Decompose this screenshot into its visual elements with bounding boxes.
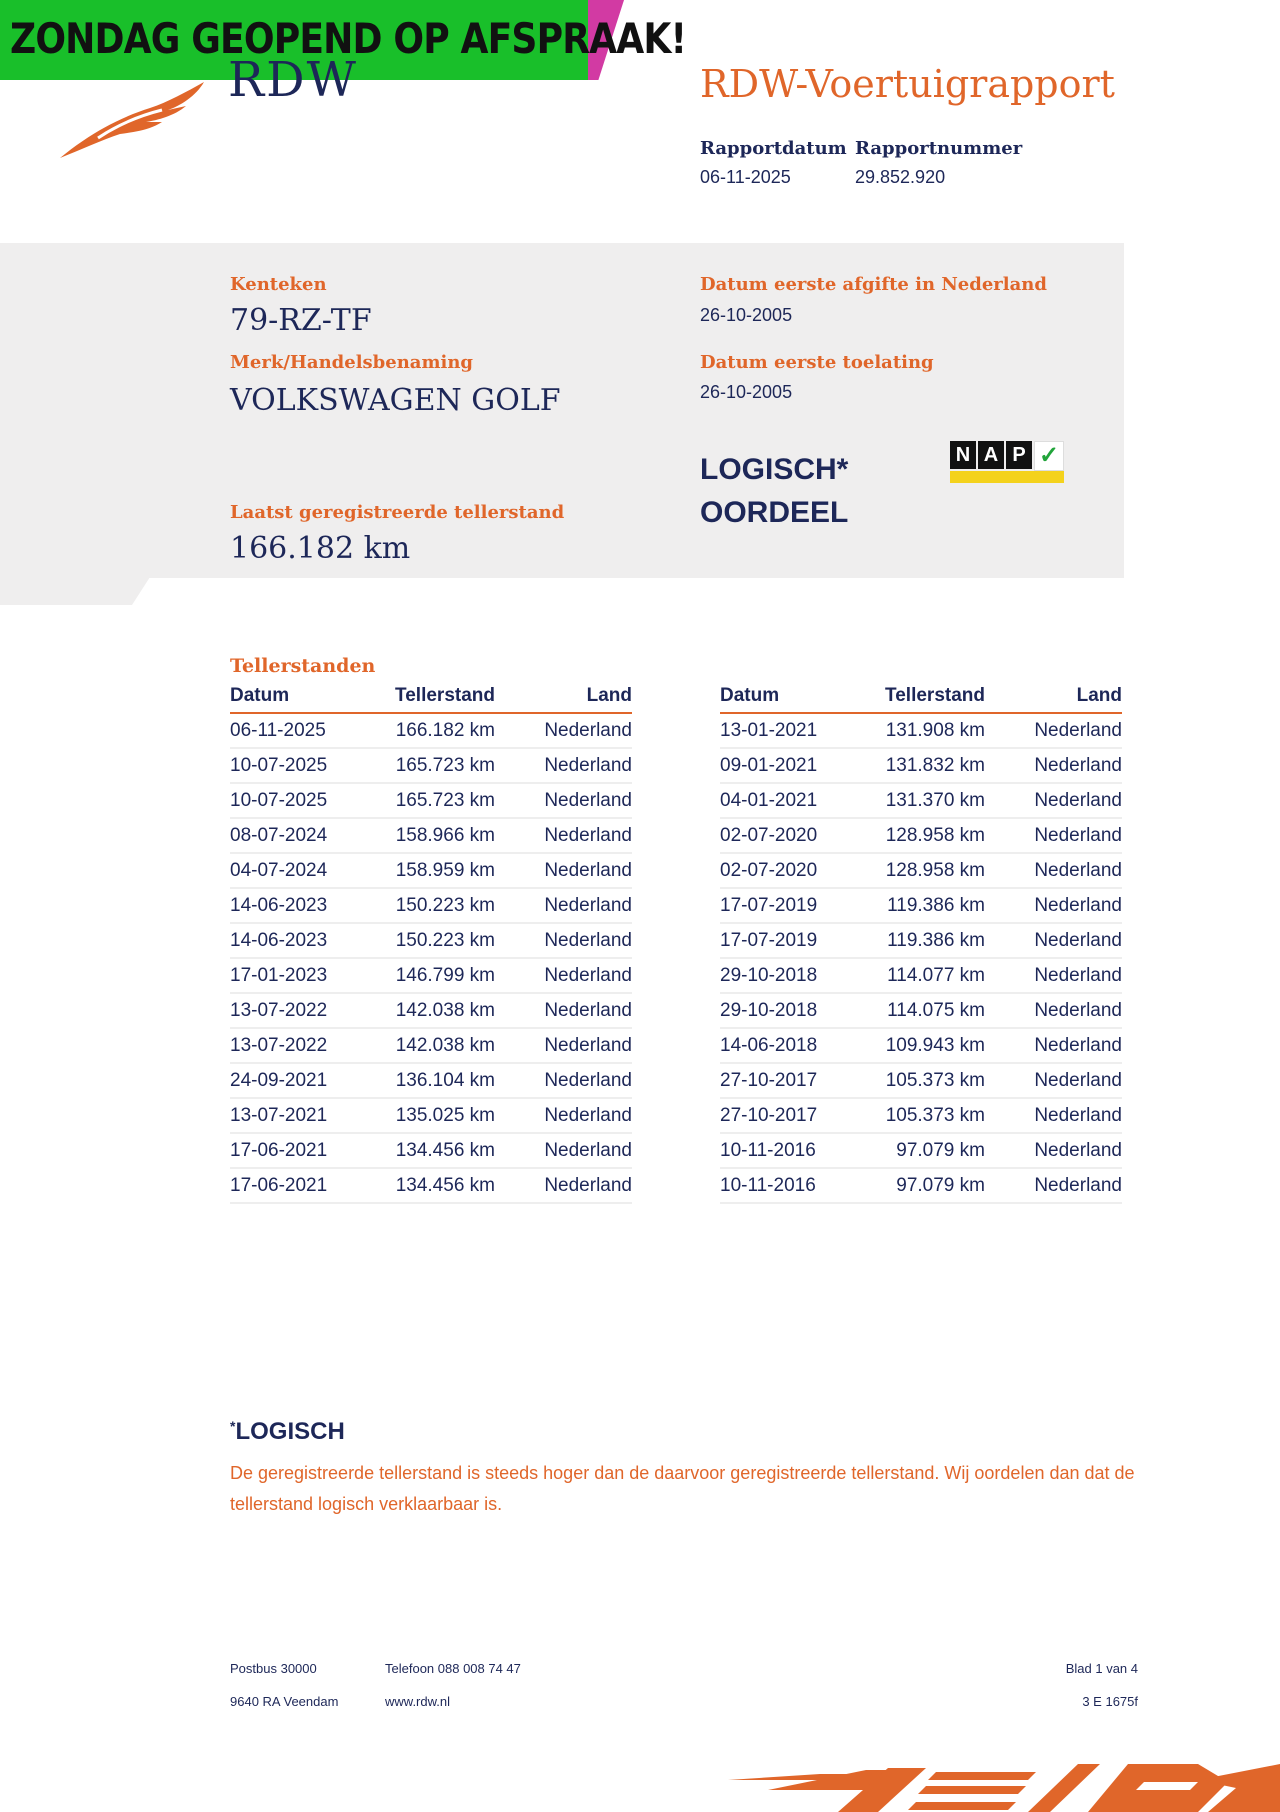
cell-date: 14-06-2023 <box>230 888 360 923</box>
cell-date: 27-10-2017 <box>720 1063 850 1098</box>
nap-letter-n: N <box>950 441 976 469</box>
table-row <box>720 1098 1122 1133</box>
cell-country: Nederland <box>985 993 1122 1028</box>
table-row <box>720 1168 1122 1203</box>
cell-country: Nederland <box>985 748 1122 783</box>
cell-odometer: 97.079 km <box>850 1133 985 1168</box>
table-row <box>230 1028 632 1063</box>
cell-date: 10-11-2016 <box>720 1133 850 1168</box>
column-header-date: Datum <box>720 684 850 713</box>
table-row <box>230 1133 632 1168</box>
cell-country: Nederland <box>495 713 632 748</box>
cell-odometer: 165.723 km <box>360 748 495 783</box>
table-row <box>230 888 632 923</box>
column-header-odometer: Tellerstand <box>850 684 985 713</box>
footer-page-number: Blad 1 van 4 <box>1065 1661 1138 1676</box>
cell-odometer: 105.373 km <box>850 1098 985 1133</box>
cell-odometer: 97.079 km <box>850 1168 985 1203</box>
first-registration-nl-value: 26-10-2005 <box>700 305 793 325</box>
cell-country: Nederland <box>495 1168 632 1203</box>
cell-odometer: 114.077 km <box>850 958 985 993</box>
cell-date: 08-07-2024 <box>230 818 360 853</box>
cell-odometer: 158.959 km <box>360 853 495 888</box>
nap-letter-p: P <box>1006 441 1032 469</box>
checkmark-icon: ✓ <box>1034 441 1064 471</box>
cell-date: 14-06-2023 <box>230 923 360 958</box>
cell-country: Nederland <box>985 923 1122 958</box>
plate-value: 79-RZ-TF <box>230 303 372 338</box>
readings-table-left <box>230 684 632 1204</box>
first-admission-value: 26-10-2005 <box>700 382 793 402</box>
nap-logo <box>950 441 1064 487</box>
table-row <box>720 993 1122 1028</box>
cell-date: 02-07-2020 <box>720 818 850 853</box>
verdict-line2: OORDEEL <box>700 496 849 529</box>
footer-address-line2: 9640 RA Veendam <box>230 1694 339 1709</box>
cell-date: 13-07-2022 <box>230 1028 360 1063</box>
footer-document-code: 3 E 1675f <box>1082 1694 1138 1709</box>
cell-date: 27-10-2017 <box>720 1098 850 1133</box>
cell-country: Nederland <box>495 1028 632 1063</box>
cell-country: Nederland <box>495 923 632 958</box>
cell-country: Nederland <box>495 1063 632 1098</box>
cell-country: Nederland <box>495 888 632 923</box>
cell-odometer: 131.370 km <box>850 783 985 818</box>
verdict-line1: LOGISCH* <box>700 453 849 486</box>
cell-odometer: 142.038 km <box>360 1028 495 1063</box>
column-header-country: Land <box>495 684 632 713</box>
footnote-title <box>230 1418 345 1446</box>
cell-date: 29-10-2018 <box>720 958 850 993</box>
cell-date: 13-07-2021 <box>230 1098 360 1133</box>
footer-address-line1: Postbus 30000 <box>230 1661 317 1676</box>
cell-country: Nederland <box>985 1028 1122 1063</box>
footer-phone: Telefoon 088 008 74 47 <box>385 1661 521 1676</box>
table-row <box>230 1168 632 1203</box>
cell-odometer: 134.456 km <box>360 1133 495 1168</box>
table-row <box>720 853 1122 888</box>
make-value: VOLKSWAGEN GOLF <box>230 383 561 418</box>
table-row <box>720 783 1122 818</box>
cell-date: 04-07-2024 <box>230 853 360 888</box>
report-number-label: Rapportnummer <box>855 138 1023 159</box>
cell-odometer: 105.373 km <box>850 1063 985 1098</box>
cell-date: 17-06-2021 <box>230 1133 360 1168</box>
cell-date: 17-07-2019 <box>720 888 850 923</box>
cell-country: Nederland <box>495 748 632 783</box>
cell-country: Nederland <box>985 888 1122 923</box>
column-header-country: Land <box>985 684 1122 713</box>
table-row <box>720 818 1122 853</box>
odometer-value: 166.182 km <box>230 531 411 566</box>
table-row <box>720 1028 1122 1063</box>
footnote-marker: * <box>230 1418 236 1434</box>
cell-odometer: 150.223 km <box>360 888 495 923</box>
report-title: RDW-Voertuigrapport <box>700 62 1115 106</box>
cell-date: 09-01-2021 <box>720 748 850 783</box>
cell-country: Nederland <box>495 1098 632 1133</box>
first-admission-label: Datum eerste toelating <box>700 352 934 373</box>
table-row <box>230 958 632 993</box>
cell-date: 29-10-2018 <box>720 993 850 1028</box>
table-row <box>720 923 1122 958</box>
cell-date: 10-11-2016 <box>720 1168 850 1203</box>
cell-country: Nederland <box>495 1133 632 1168</box>
cell-odometer: 128.958 km <box>850 853 985 888</box>
cell-country: Nederland <box>495 993 632 1028</box>
rdw-stripes-logo-icon <box>728 1760 1280 1812</box>
panel-notch <box>0 577 150 605</box>
table-row <box>230 818 632 853</box>
rdw-wing-logo-icon <box>58 80 208 162</box>
cell-date: 17-01-2023 <box>230 958 360 993</box>
column-header-odometer: Tellerstand <box>360 684 495 713</box>
column-header-date: Datum <box>230 684 360 713</box>
cell-date: 13-07-2022 <box>230 993 360 1028</box>
cell-country: Nederland <box>985 1133 1122 1168</box>
table-row <box>230 853 632 888</box>
table-row <box>720 1133 1122 1168</box>
cell-date: 04-01-2021 <box>720 783 850 818</box>
cell-odometer: 135.025 km <box>360 1098 495 1133</box>
cell-country: Nederland <box>985 1168 1122 1203</box>
cell-odometer: 109.943 km <box>850 1028 985 1063</box>
cell-date: 10-07-2025 <box>230 783 360 818</box>
table-row <box>720 888 1122 923</box>
table-row <box>230 1063 632 1098</box>
cell-odometer: 119.386 km <box>850 888 985 923</box>
first-registration-nl-label: Datum eerste afgifte in Nederland <box>700 274 1047 295</box>
cell-date: 14-06-2018 <box>720 1028 850 1063</box>
cell-odometer: 119.386 km <box>850 923 985 958</box>
cell-date: 10-07-2025 <box>230 748 360 783</box>
cell-odometer: 131.832 km <box>850 748 985 783</box>
cell-odometer: 134.456 km <box>360 1168 495 1203</box>
footer-website-link[interactable]: www.rdw.nl <box>385 1694 451 1709</box>
cell-date: 13-01-2021 <box>720 713 850 748</box>
table-row <box>720 958 1122 993</box>
cell-odometer: 131.908 km <box>850 713 985 748</box>
footnote-title-text: LOGISCH <box>235 1418 345 1445</box>
table-row <box>230 713 632 748</box>
table-row <box>230 748 632 783</box>
cell-odometer: 165.723 km <box>360 783 495 818</box>
nap-letter-a: A <box>978 441 1004 469</box>
table-row <box>230 923 632 958</box>
cell-country: Nederland <box>985 783 1122 818</box>
table-row <box>230 993 632 1028</box>
cell-country: Nederland <box>495 958 632 993</box>
make-label: Merk/Handelsbenaming <box>230 352 474 373</box>
cell-date: 24-09-2021 <box>230 1063 360 1098</box>
readings-table-right <box>720 684 1122 1204</box>
cell-country: Nederland <box>985 818 1122 853</box>
nap-yellow-bar <box>950 471 1064 483</box>
cell-date: 06-11-2025 <box>230 713 360 748</box>
cell-odometer: 114.075 km <box>850 993 985 1028</box>
cell-country: Nederland <box>985 853 1122 888</box>
table-row <box>230 783 632 818</box>
cell-country: Nederland <box>985 713 1122 748</box>
cell-odometer: 146.799 km <box>360 958 495 993</box>
cell-odometer: 128.958 km <box>850 818 985 853</box>
cell-country: Nederland <box>985 1098 1122 1133</box>
cell-country: Nederland <box>495 783 632 818</box>
cell-date: 17-07-2019 <box>720 923 850 958</box>
table-row <box>720 713 1122 748</box>
rdw-logo-text: RDW <box>228 56 358 96</box>
cell-country: Nederland <box>985 958 1122 993</box>
cell-country: Nederland <box>495 853 632 888</box>
footnote-text: De geregistreerde tellerstand is steeds hoger dan de daarvoor geregistreerde tellerstand. Wij oordelen dan dat de tellerstand logisch verklaarbaar is. <box>230 1463 1135 1514</box>
cell-country: Nederland <box>985 1063 1122 1098</box>
report-number-value: 29.852.920 <box>855 167 946 187</box>
cell-date: 02-07-2020 <box>720 853 850 888</box>
cell-odometer: 142.038 km <box>360 993 495 1028</box>
report-date-label: Rapportdatum <box>700 138 847 159</box>
table-row <box>720 748 1122 783</box>
cell-odometer: 166.182 km <box>360 713 495 748</box>
report-date-value: 06-11-2025 <box>700 167 791 187</box>
cell-country: Nederland <box>495 818 632 853</box>
cell-odometer: 136.104 km <box>360 1063 495 1098</box>
banner-text: ZONDAG GEOPEND OP AFSPRAAK! <box>10 14 687 63</box>
table-row <box>720 1063 1122 1098</box>
odometer-label: Laatst geregistreerde tellerstand <box>230 502 565 523</box>
cell-odometer: 150.223 km <box>360 923 495 958</box>
table-row <box>230 1098 632 1133</box>
cell-date: 17-06-2021 <box>230 1168 360 1203</box>
plate-label: Kenteken <box>230 274 327 295</box>
readings-title: Tellerstanden <box>230 655 376 677</box>
cell-odometer: 158.966 km <box>360 818 495 853</box>
